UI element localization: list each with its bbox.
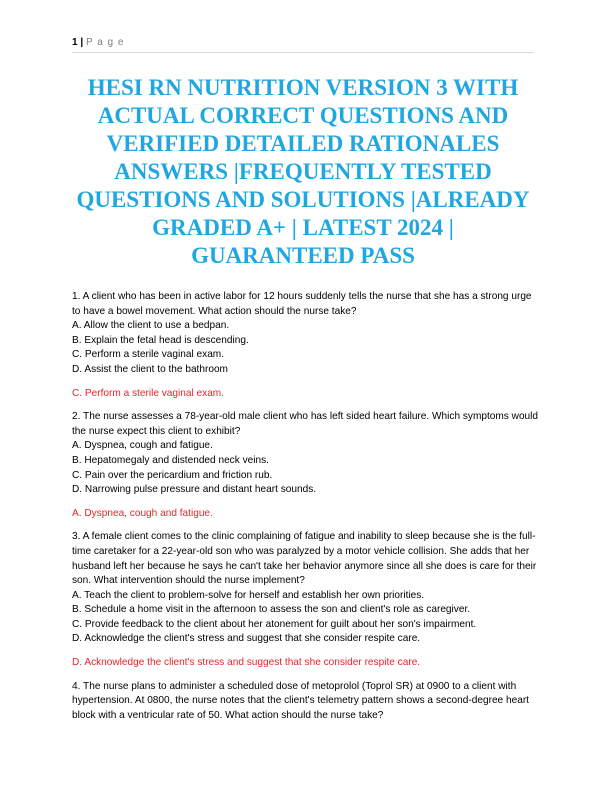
answer-option: D. Narrowing pulse pressure and distant heart sounds. — [72, 484, 317, 496]
correct-answer: D. Acknowledge the client's stress and suggest that she consider respite care. — [72, 657, 421, 669]
answer-option: A. Allow the client to use a bedpan. — [72, 320, 230, 332]
answer-option: D. Assist the client to the bathroom — [72, 363, 228, 375]
answer-option: B. Explain the fetal head is descending. — [72, 334, 249, 346]
answer-option: C. Pain over the pericardium and friction rub. — [72, 469, 273, 481]
correct-answer: C. Perform a sterile vaginal exam. — [72, 387, 225, 399]
question-text: 2. The nurse assesses a 78-year-old male client who has left sided heart failure. Which symptoms would the nurse expect this client to exhibit? — [72, 411, 539, 437]
question-block — [72, 290, 542, 401]
question-text: 3. A female client comes to the clinic complaining of fatigue and inability to sleep because she is the full-time caretaker for a 22-year-old son who was paralyzed by a motor vehicle collision. She adds that her husband left her because he says he can't take her behavior anymore since all she does is care for their son. What intervention should the nurse implement? — [72, 531, 537, 587]
page-header — [72, 37, 534, 53]
question-text: 1. A client who has been in active labor for 12 hours suddenly tells the nurse that she has a strong urge to have a bowel movement. What action should the nurse take? — [72, 291, 532, 317]
page-number: 1 — [72, 37, 78, 48]
question-block — [72, 530, 542, 670]
answer-option: C. Provide feedback to the client about her atonement for guilt about her son's impairment. — [72, 618, 477, 630]
answer-option: B. Hepatomegaly and distended neck veins. — [72, 454, 269, 466]
answer-option: A. Dyspnea, cough and fatigue. — [72, 440, 213, 452]
question-block — [72, 680, 542, 724]
answer-option: A. Teach the client to problem-solve for herself and establish her own priorities. — [72, 589, 425, 601]
questions-section — [72, 290, 542, 723]
answer-option: B. Schedule a home visit in the afternoon to assess the son and client's role as caregiver. — [72, 604, 471, 616]
question-block — [72, 410, 542, 521]
question-text: 4. The nurse plans to administer a scheduled dose of metoprolol (Toprol SR) at 0900 to a client with hypertension. At 0800, the nurse notes that the client's telemetry pattern shows a second-degree heart block with a ventricular rate of 50. What action should the nurse take? — [72, 680, 529, 721]
answer-option: D. Acknowledge the client's stress and suggest that she consider respite care. — [72, 633, 421, 645]
correct-answer: A. Dyspnea, cough and fatigue. — [72, 507, 213, 519]
document-title: HESI RN NUTRITION VERSION 3 WITH ACTUAL CORRECT QUESTIONS AND VERIFIED DETAILED RATIONALES ANSWERS |FREQUENTLY TESTED QUESTIONS AND SOLUTIONS |ALREADY GRADED A+ | LATEST 2024 | GUARANTEED PASS — [76, 75, 530, 268]
page-label: P a g e — [85, 37, 125, 48]
page-separator: | — [80, 37, 84, 48]
answer-option: C. Perform a sterile vaginal exam. — [72, 349, 225, 361]
